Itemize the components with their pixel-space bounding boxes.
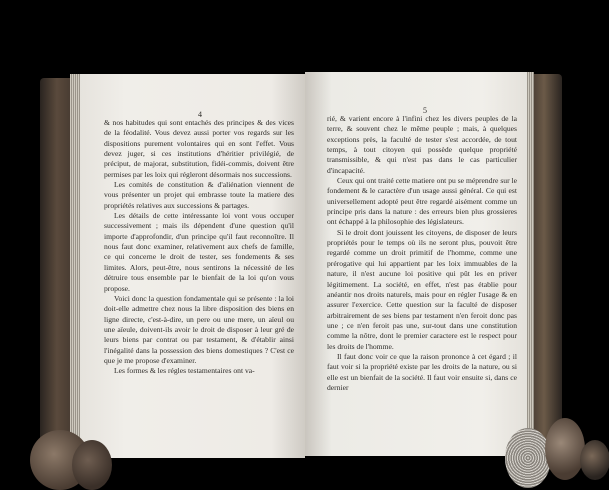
paragraph: & nos habitudes qui sont entachés des principes & des vices de la féodalité. Vous devez aussi porter vos regards sur les dispositions purement volontaires qui en sont l'effet. Vous devez juger, si ces institutions d'héritier privilégié, de préciput, de majorat, substitution, fidéi-commis, doivent être permises par les loix qui régleront désormais nos successions. bbox=[104, 118, 294, 179]
finger bbox=[580, 440, 609, 480]
finger bbox=[545, 418, 585, 480]
paragraph: Les formes & les régles testamentaires ont va- bbox=[114, 366, 255, 376]
paragraph: Voici donc la question fondamentale qui se présente : la loi doit-elle admettre chez nous la libre disposition des biens en ligne directe, c'est-à-dire, un pere ou une mere, un aïeul ou une aïeule, doivent-ils avoir le droit de disposer à leur gré de leurs biens par contrat ou par testament, & d'établir ainsi l'inégalité dans la possession des biens domestiques ? C'est ce que je me propose d'examiner. bbox=[104, 293, 294, 365]
page-number: 4 bbox=[198, 110, 202, 119]
gloved-finger bbox=[505, 428, 551, 488]
paragraph: Ceux qui ont traité cette matiere ont pu se méprendre sur le fondement & le caractère d'un usage aussi général. Ce qui est universellement adopté peut être regardé aisément comme un principe pris dans la nature : des erreurs bien plus grossieres ont échappé à la philosophie des législateurs. bbox=[327, 176, 517, 227]
paragraph: Si le droit dont jouissent les citoyens, de disposer de leurs propriétés pour le temps où ils ne seront plus, pouvoit être regardé comme un droit primitif de l'homme, comme une prérogative qui lui appartient par les loix immuables de la nature, il n'est aucune loi positive qui pût les en priver légitimement. La société, en effet, n'est pas établie pour anéantir nos droits naturels, mais pour en régler l'usage & en assurer l'exercice. Cette question sur la faculté de disposer arbitrairement de ses biens par testament n'en feroit donc pas une ; ce n'en feroit pas une, sur-tout dans une constitution comme la nôtre, dont le premier caractere est le respect pour les droits de l'homme. bbox=[327, 227, 517, 351]
paragraph: Il faut donc voir ce que la raison prononce à cet égard ; il faut voir si la propriété existe par les droits de la nature, ou si elle est un bienfait de la société. Il faut voir ensuite si, dans ce dernier bbox=[327, 351, 517, 392]
paragraph: rié, & varient encore à l'infini chez les divers peuples de la terre, & souvent chez le même peuple ; mais, à quelques exceptions près, la faculté de tester s'est accordée, de tout temps, à tout citoyen qui possède quelque propriété transmissible, & qui n'est pas dans le cas particulier d'incapacité. bbox=[327, 114, 517, 175]
paragraph: Les détails de cette intéressante loi vont vous occuper successivement ; mais ils dépendent d'une question qu'il importe d'approfondir, d'un principe qu'il faut reconnoître. Il nous faut donc examiner, relativement aux chefs de famille, ce qui concerne le droit de tester, ses fondements & ses limites. Alors, peut-être, nous sentirons la nécessité de les détruire tous ensemble par le bienfait de la loi qu'on vous propose. bbox=[104, 211, 294, 293]
page-text bbox=[327, 114, 517, 393]
finger bbox=[72, 440, 112, 490]
page-number: 5 bbox=[423, 106, 427, 115]
left-page bbox=[80, 74, 305, 458]
page-text bbox=[104, 118, 294, 377]
right-page bbox=[305, 72, 527, 456]
paragraph: Les comités de constitution & d'aliénation viennent de vous présenter un projet qui embrasse toute la matiere des propriétés relatives aux successions & partages. bbox=[104, 180, 294, 210]
